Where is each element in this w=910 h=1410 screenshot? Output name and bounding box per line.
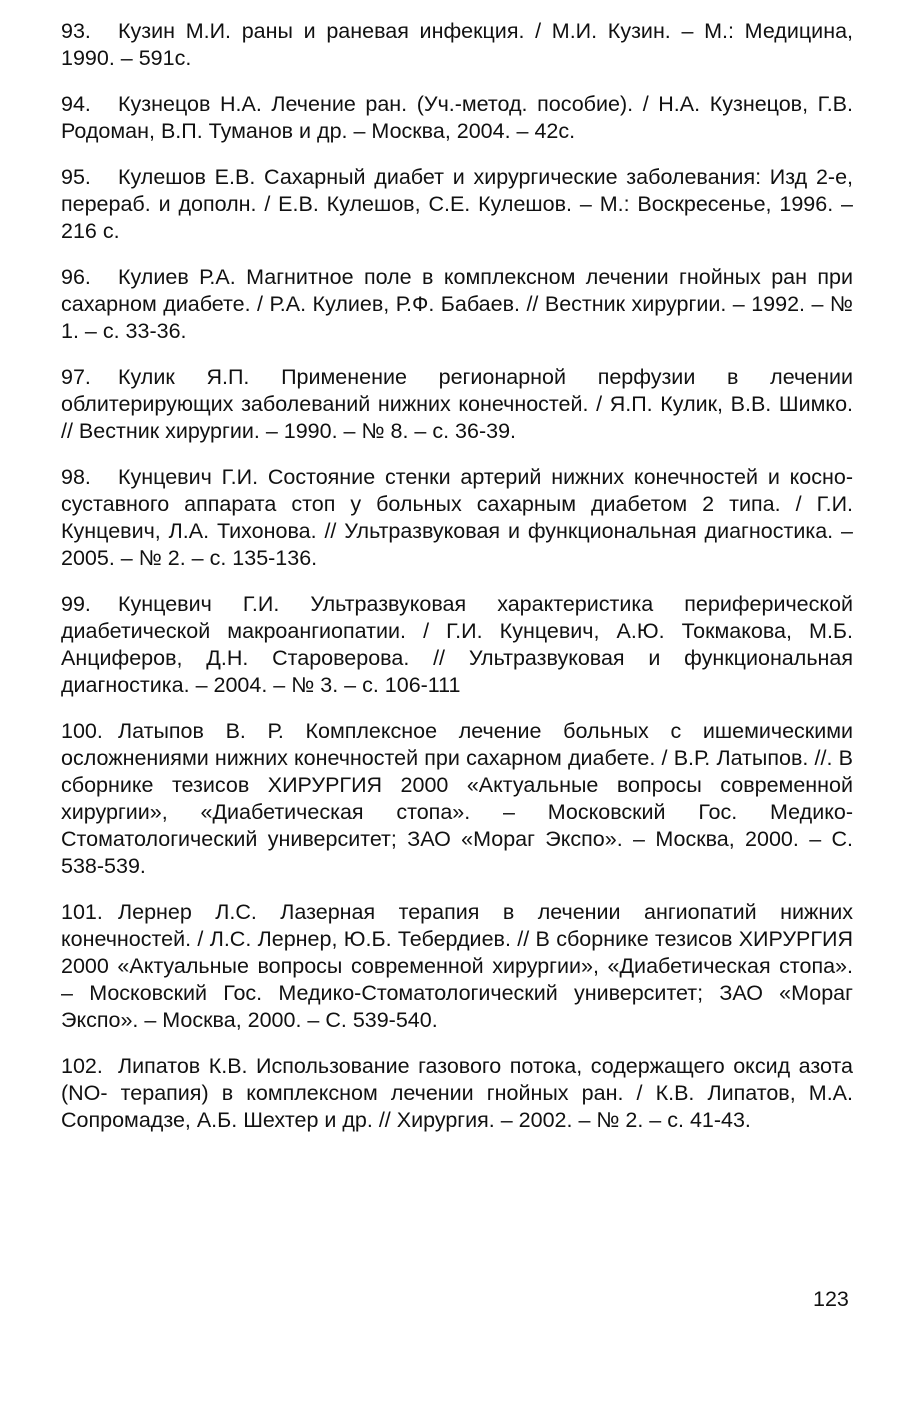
reference-number: 94. bbox=[61, 92, 91, 116]
reference-item-96 bbox=[61, 264, 853, 345]
reference-item-95 bbox=[61, 164, 853, 245]
reference-number: 95. bbox=[61, 165, 91, 189]
reference-text: Кулешов Е.В. Сахарный диабет и хирургические заболевания: Изд 2-е, перераб. и дополн. / Е.В. Кулешов, С.Е. Кулешов. – М.: Воскресенье, 1996. – 216 с. bbox=[61, 165, 853, 243]
reference-text: Кунцевич Г.И. Ультразвуковая характеристика периферической диабетической макроангиопатии. / Г.И. Кунцевич, А.Ю. Токмакова, М.Б. Анциферов, Д.Н. Староверова. // Ультразвуковая и функциональная диагностика. – 2004. – № 3. – с. 106-111 bbox=[61, 592, 853, 697]
reference-item-97 bbox=[61, 364, 853, 445]
reference-text: Кунцевич Г.И. Состояние стенки артерий нижних конечностей и косно-суставного аппарата стоп у больных сахарным диабетом 2 типа. / Г.И. Кунцевич, Л.А. Тихонова. // Ультразвуковая и функциональная диагностика. – 2005. – № 2. – с. 135-136. bbox=[61, 465, 853, 570]
reference-text: Кулиев Р.А. Магнитное поле в комплексном лечении гнойных ран при сахарном диабете. / Р.А. Кулиев, Р.Ф. Бабаев. // Вестник хирургии. – 1992. – № 1. – с. 33-36. bbox=[61, 265, 853, 343]
reference-number: 102. bbox=[61, 1054, 103, 1078]
reference-text: Липатов К.В. Использование газового потока, содержащего оксид азота (NO- терапия) в комплексном лечении гнойных ран. / К.В. Липатов, М.А. Сопромадзе, А.Б. Шехтер и др. // Хирургия. – 2002. – № 2. – с. 41-43. bbox=[61, 1054, 853, 1132]
reference-item-102 bbox=[61, 1053, 853, 1134]
reference-number: 101. bbox=[61, 900, 103, 924]
reference-text: Кулик Я.П. Применение регионарной перфузии в лечении облитерирующих заболеваний нижних конечностей. / Я.П. Кулик, В.В. Шимко. // Вестник хирургии. – 1990. – № 8. – с. 36-39. bbox=[61, 365, 853, 443]
reference-text: Кузин М.И. раны и раневая инфекция. / М.И. Кузин. – М.: Медицина, 1990. – 591с. bbox=[61, 19, 853, 70]
reference-number: 99. bbox=[61, 592, 91, 616]
reference-list bbox=[61, 18, 853, 1153]
reference-number: 98. bbox=[61, 465, 91, 489]
reference-number: 97. bbox=[61, 365, 91, 389]
reference-item-98 bbox=[61, 464, 853, 572]
reference-text: Кузнецов Н.А. Лечение ран. (Уч.-метод. пособие). / Н.А. Кузнецов, Г.В. Родоман, В.П. Туманов и др. – Москва, 2004. – 42с. bbox=[61, 92, 853, 143]
reference-text: Латыпов В. Р. Комплексное лечение больных с ишемическими осложнениями нижних конечностей при сахарном диабете. / В.Р. Латыпов. //. В сборнике тезисов ХИРУРГИЯ 2000 «Актуальные вопросы современной хирургии», «Диабетическая стопа». – Московский Гос. Медико-Стоматологический университет; ЗАО «Мораг Экспо». – Москва, 2000. – С. 538-539. bbox=[61, 719, 853, 878]
reference-number: 100. bbox=[61, 719, 103, 743]
reference-item-100 bbox=[61, 718, 853, 880]
reference-item-94 bbox=[61, 91, 853, 145]
reference-number: 93. bbox=[61, 19, 91, 43]
reference-number: 96. bbox=[61, 265, 91, 289]
reference-item-101 bbox=[61, 899, 853, 1034]
reference-item-99 bbox=[61, 591, 853, 699]
page-number: 123 bbox=[813, 1287, 849, 1311]
reference-text: Лернер Л.С. Лазерная терапия в лечении ангиопатий нижних конечностей. / Л.С. Лернер, Ю.Б. Тебердиев. // В сборнике тезисов ХИРУРГИЯ 2000 «Актуальные вопросы современной хирургии», «Диабетическая стопа». – Московский Гос. Медико-Стоматологический университет; ЗАО «Мораг Экспо». – Москва, 2000. – С. 539-540. bbox=[61, 900, 853, 1032]
reference-item-93 bbox=[61, 18, 853, 72]
